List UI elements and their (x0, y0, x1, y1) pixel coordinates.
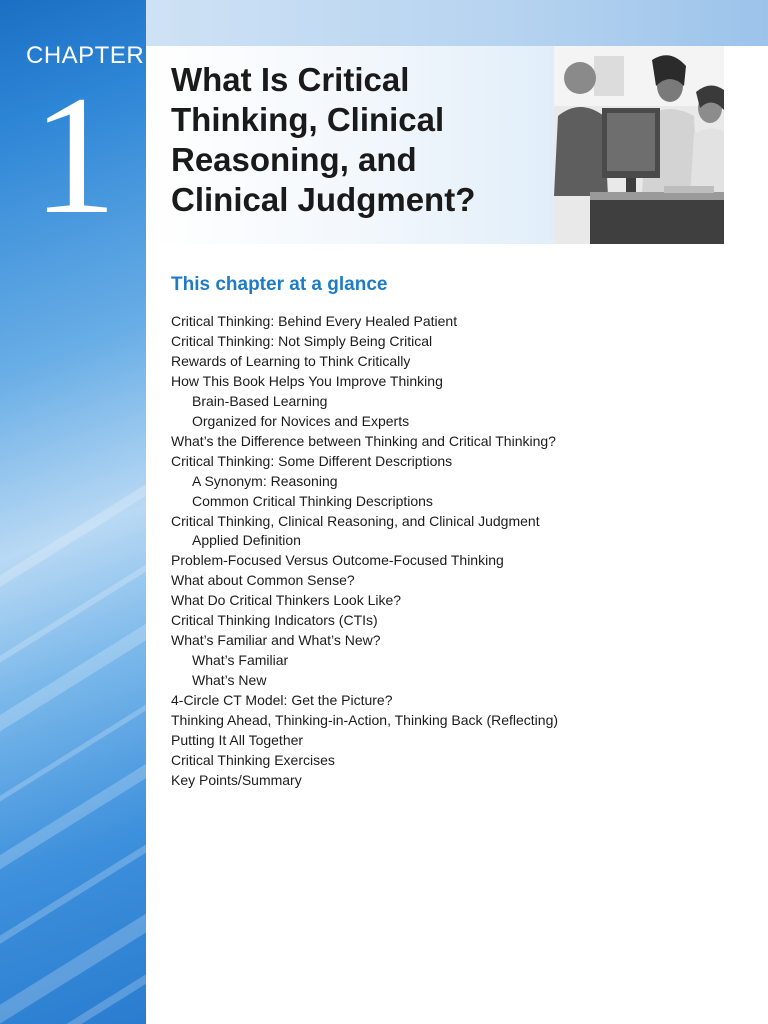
contents-item: Thinking Ahead, Thinking-in-Action, Thinking Back (Reflecting) (171, 712, 559, 729)
contents-item: Critical Thinking, Clinical Reasoning, and Clinical Judgment (171, 512, 540, 529)
contents-item: Brain-Based Learning (192, 392, 328, 409)
clinicians-at-computer-photo (554, 46, 724, 244)
contents-item: What about Common Sense? (171, 572, 355, 589)
chapter-contents-list (171, 312, 731, 791)
contents-item: How This Book Helps You Improve Thinking (171, 372, 443, 389)
contents-item: Organized for Novices and Experts (192, 412, 410, 429)
chapter-title: What Is Critical Thinking, Clinical Reasoning, and Clinical Judgment? (171, 61, 476, 218)
chapter-number: 1 (32, 61, 117, 249)
contents-item: Critical Thinking: Behind Every Healed Patient (171, 313, 458, 329)
contents-item: Putting It All Together (171, 732, 304, 749)
contents-item: Rewards of Learning to Think Critically (171, 352, 411, 369)
contents-item: 4-Circle CT Model: Get the Picture? (171, 692, 393, 709)
chapter-sidebar (0, 0, 146, 1024)
contents-item: Critical Thinking: Some Different Descriptions (171, 452, 453, 469)
contents-item: What’s Familiar (192, 652, 289, 669)
header-band (146, 0, 768, 46)
contents-item: A Synonym: Reasoning (192, 472, 338, 489)
contents-item: What Do Critical Thinkers Look Like? (171, 592, 402, 609)
contents-item: Critical Thinking Exercises (171, 751, 335, 768)
contents-item: Key Points/Summary (171, 771, 302, 788)
contents-item: What’s New (192, 672, 267, 689)
chapter-glance-heading: This chapter at a glance (171, 274, 388, 295)
contents-item: Critical Thinking Indicators (CTIs) (171, 612, 378, 629)
chapter-label: CHAPTER (26, 42, 145, 69)
contents-item: Problem-Focused Versus Outcome-Focused Thinking (171, 552, 504, 569)
contents-item: What’s the Difference between Thinking and Critical Thinking? (171, 432, 556, 449)
contents-item: Applied Definition (192, 532, 301, 549)
contents-item: What’s Familiar and What’s New? (171, 632, 381, 649)
contents-item: Critical Thinking: Not Simply Being Critical (171, 332, 433, 349)
contents-item: Common Critical Thinking Descriptions (192, 492, 433, 509)
